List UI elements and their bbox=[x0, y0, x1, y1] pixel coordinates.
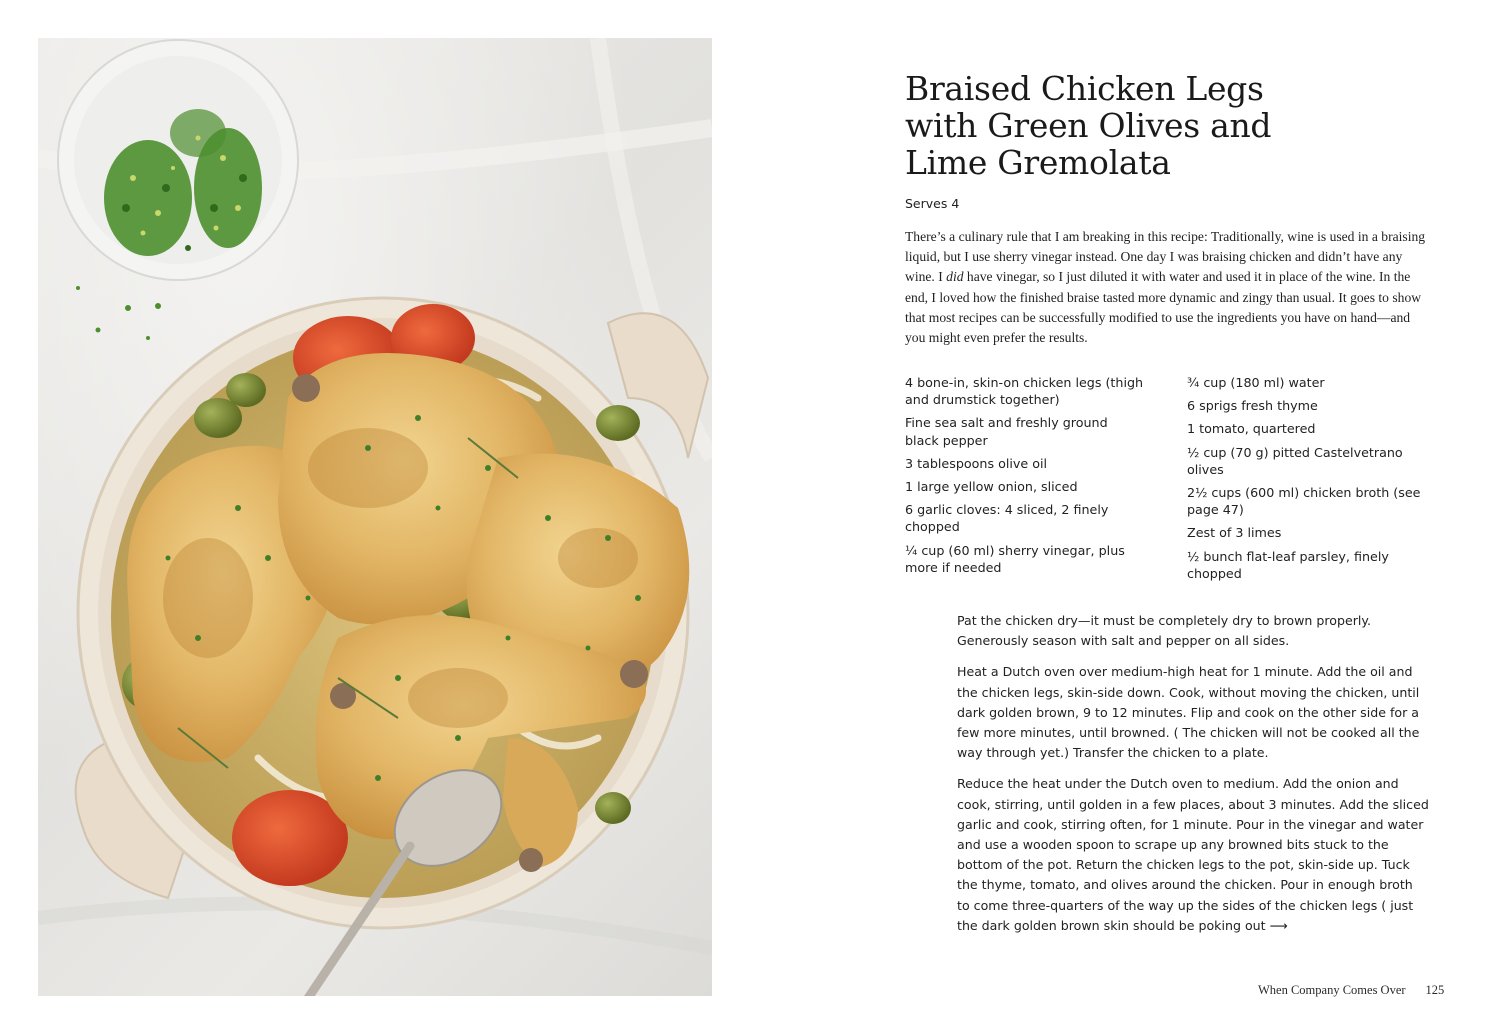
ingredients-column-right bbox=[1187, 374, 1427, 588]
gremolata-plate bbox=[58, 40, 298, 280]
ingredients-list bbox=[905, 374, 1427, 588]
ingredient-item: Zest of 3 limes bbox=[1187, 525, 1282, 541]
ingredient-item: 3 tablespoons olive oil bbox=[905, 455, 1048, 471]
ingredient-item: ½ bunch flat-leaf parsley, finely chopped bbox=[1187, 548, 1389, 581]
ingredient-item: 6 garlic cloves: 4 sliced, 2 finely chopped bbox=[905, 502, 1109, 535]
braised-chicken-illustration bbox=[38, 38, 712, 996]
method-step-2: Heat a Dutch oven over medium-high heat for 1 minute. Add the oil and the chicken legs, skin-side down. Cook, without moving the chicken, until dark golden brown, 9 to 12 minutes. Flip and cook on the other side for a few more minutes, until browned. ( The chicken will not be cooked all the way through yet.) Transfer the chicken to a plate. bbox=[957, 664, 1420, 761]
intro-part-2: have vinegar, so I just diluted it with water and used it in place of the wine. In the end, I loved how the finished braise tasted more dynamic and zingy than usual. It goes to show that most recipes can be successfully modified to use the ingredients you have on hand—and you might even prefer the results. bbox=[905, 269, 1422, 346]
page-number: 125 bbox=[1425, 983, 1445, 997]
ingredient-item: ½ cup (70 g) pitted Castelvetrano olives bbox=[1187, 444, 1403, 477]
ingredient-item: 1 tomato, quartered bbox=[1187, 421, 1316, 437]
ingredient-item: ¾ cup (180 ml) water bbox=[1187, 375, 1325, 390]
intro-part-1: There’s a culinary rule that I am breaking in this recipe: Traditionally, wine is used in a braising liquid, but I use sherry vinegar instead. One day I was braising chicken and didn’t have any wine. I bbox=[905, 229, 1426, 285]
ingredient-item: Fine sea salt and freshly ground black pepper bbox=[905, 415, 1108, 448]
title-line-2: with Green Olives and bbox=[905, 106, 1272, 145]
page-footer bbox=[1258, 983, 1444, 998]
ingredient-item: ¼ cup (60 ml) sherry vinegar, plus more if needed bbox=[905, 542, 1125, 575]
section-name: When Company Comes Over bbox=[1258, 983, 1406, 997]
ingredient-item: 6 sprigs fresh thyme bbox=[1187, 398, 1318, 414]
title-line-3: Lime Gremolata bbox=[905, 143, 1171, 182]
intro-emphasis: did bbox=[946, 269, 964, 285]
method-step-3: Reduce the heat under the Dutch oven to medium. Add the onion and cook, stirring, until golden in a few places, about 3 minutes. Add the sliced garlic and cook, stirring often, for 1 minute. Pour in the vinegar and water and use a wooden spoon to scrape up any browned bits stuck to the bottom of the pot. Return the chicken legs to the pot, skin-side up. Tuck the thyme, tomato, and olives around the chicken. Pour in enough broth to come three-quarters of the way up the sides of the chicken legs ( just the dark golden brown skin should be poking out ⟶ bbox=[957, 776, 1429, 933]
method-step-1: Pat the chicken dry—it must be completely dry to brown properly. Generously season with salt and pepper on all sides. bbox=[957, 613, 1372, 649]
title-line-1: Braised Chicken Legs bbox=[905, 69, 1264, 108]
recipe-title bbox=[905, 70, 1425, 181]
serves-count: Serves 4 bbox=[905, 196, 960, 211]
ingredient-item: 2½ cups (600 ml) chicken broth (see page 47) bbox=[1187, 485, 1421, 518]
recipe-photo bbox=[38, 38, 712, 996]
recipe-intro bbox=[905, 227, 1427, 348]
ingredient-item: 4 bone-in, skin-on chicken legs (thigh and drumstick together) bbox=[905, 375, 1144, 408]
ingredients-column-left bbox=[905, 374, 1145, 588]
method-steps bbox=[957, 611, 1429, 947]
ingredient-item: 1 large yellow onion, sliced bbox=[905, 479, 1078, 495]
